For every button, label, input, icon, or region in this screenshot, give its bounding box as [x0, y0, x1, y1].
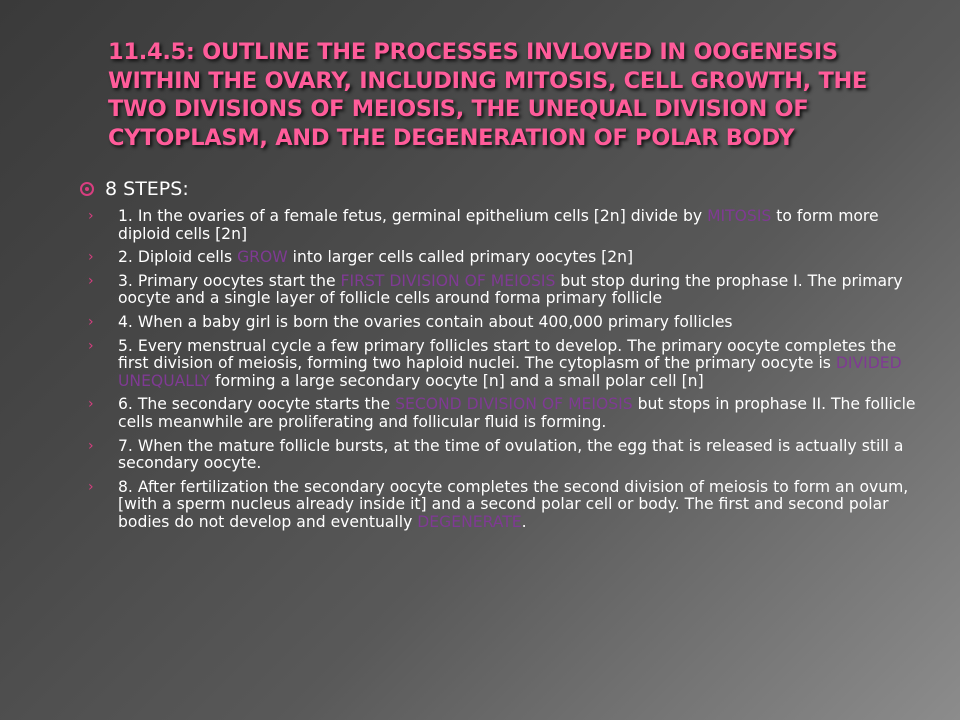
step-text-pre: 1. In the ovaries of a female fetus, germinal epithelium cells [2n] divide by: [118, 207, 708, 225]
chevron-right-icon: ›: [88, 249, 94, 266]
chevron-right-icon: ›: [88, 437, 94, 454]
step-text-post: but stops in prophase II. The follicle cells meanwhile are proliferating and follicular fluid is forming.: [118, 395, 916, 431]
step-text-pre: 5. Every menstrual cycle a few primary follicles start to develop. The primary oocyte completes the first division of meiosis, forming two haploid nuclei. The cytoplasm of the primary oocyte is: [118, 336, 897, 373]
step-text-pre: 7. When the mature follicle bursts, at the time of ovulation, the egg that is released is actually still a secondary oocyte.: [118, 436, 904, 473]
step-highlight: DEGENERATE: [417, 512, 522, 531]
step-item: [88, 438, 928, 473]
step-text-post: into larger cells called primary oocytes [2n]: [287, 248, 634, 267]
step-text-post: .: [521, 512, 527, 531]
step-highlight: GROW: [237, 248, 288, 267]
step-text-pre: 8. After fertilization the secondary oocyte completes the second division of meiosis to form an ovum, [with a sperm nucleus already inside it] and a second polar cell or body. The first and second polar bodies do not develop and eventually: [118, 477, 909, 531]
steps-list: [88, 208, 928, 538]
step-highlight: DIVIDED UNEQUALLY: [118, 354, 902, 390]
step-item: [88, 208, 928, 243]
step-highlight: FIRST DIVISION OF MEIOSIS: [340, 271, 556, 290]
step-text-pre: 6. The secondary oocyte starts the: [118, 395, 396, 414]
step-text-post: but stop during the prophase I. The primary oocyte and a single layer of follicle cells around forma primary follicle: [118, 271, 903, 308]
chevron-right-icon: ›: [88, 313, 94, 330]
step-text-pre: 4. When a baby girl is born the ovaries contain about 400,000 primary follicles: [118, 312, 733, 331]
step-item: [88, 249, 928, 267]
step-item: [88, 479, 928, 532]
chevron-right-icon: ›: [88, 272, 94, 289]
step-highlight: SECOND DIVISION OF MEIOSIS: [395, 395, 633, 414]
steps-heading-label: 8 STEPS:: [105, 178, 189, 200]
chevron-right-icon: ›: [88, 337, 94, 354]
steps-heading: [80, 178, 189, 200]
target-bullet-icon: [80, 182, 94, 196]
step-text-pre: 2. Diploid cells: [118, 248, 238, 267]
chevron-right-icon: ›: [88, 208, 94, 224]
step-item: [88, 396, 928, 431]
step-item: [88, 273, 928, 308]
step-text-pre: 3. Primary oocytes start the: [118, 271, 341, 290]
chevron-right-icon: ›: [88, 396, 94, 413]
step-highlight: MITOSIS: [707, 207, 772, 225]
slide-title: 11.4.5: OUTLINE THE PROCESSES INVLOVED IN OOGENESIS WITHIN THE OVARY, INCLUDING MITOSIS, CELL GROWTH, THE TWO DIVISIONS OF MEIOSIS, THE UNEQUAL DIVISION OF CYTOPLASM, AND THE DEGENERATION OF POLAR BODY: [108, 39, 868, 151]
step-item: [88, 338, 928, 391]
step-item: [88, 314, 928, 332]
step-text-post: to form more diploid cells [2n]: [118, 207, 879, 243]
chevron-right-icon: ›: [88, 478, 94, 495]
step-text-post: forming a large secondary oocyte [n] and a small polar cell [n]: [210, 371, 704, 390]
